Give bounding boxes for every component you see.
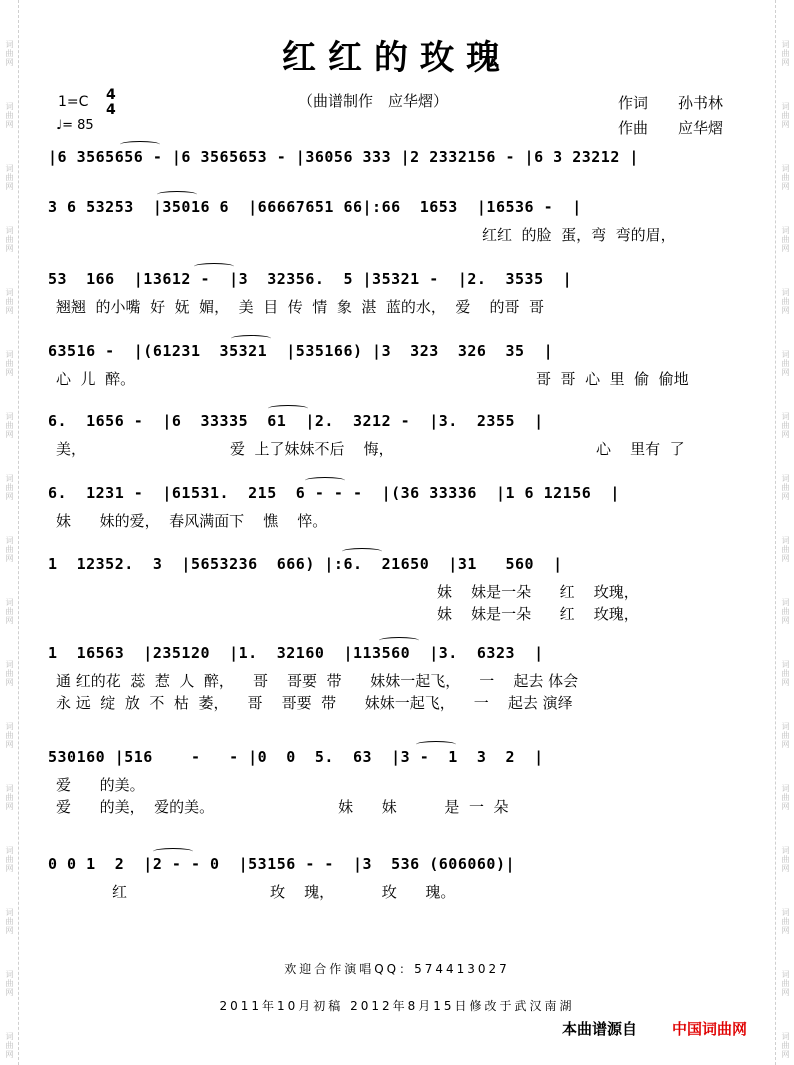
watermark-text: 词曲网: [781, 598, 790, 625]
watermark-text: 词曲网: [781, 846, 790, 873]
slur-mark: [157, 191, 197, 198]
contact-line: 欢迎合作演唱QQ：574413027: [284, 962, 510, 976]
lyric-line: 通 红的花 蕊 惹 人 醉， 哥 哥要 带 妹妹一起飞， 一 起去 体会: [56, 672, 579, 690]
notation-line: 3 6 53253 |35016 6 |66667651 66|:66 1653 |16536 - |: [48, 198, 582, 216]
watermark-text: 词曲网: [781, 164, 790, 191]
lyric-line: 心 儿 醉。: [56, 370, 136, 388]
lyric-line: 哥 哥 心 里 偷 偷地: [536, 370, 689, 388]
lyric-line: 永 远 绽 放 不 枯 萎， 哥 哥要 带 妹妹一起飞， 一 起去 演绎: [56, 694, 573, 712]
slur-mark: [379, 637, 419, 644]
time-sig-bottom: 4: [106, 102, 116, 118]
watermark-text: 词曲网: [781, 226, 790, 253]
lyricist-name: 孙书林: [678, 94, 724, 112]
watermark-text: 词曲网: [781, 784, 790, 811]
time-signature: [106, 88, 116, 118]
notation-line: 530160 |516 - - |0 0 5. 63 |3 - 1 3 2 |: [48, 748, 544, 766]
revision-dates: 2011年10月初稿 2012年8月15日修改于武汉南湖: [219, 999, 575, 1013]
notation-line: 6. 1656 - |6 33335 61 |2. 3212 - |3. 2355 |: [48, 412, 544, 430]
watermark-text: 词曲网: [781, 660, 790, 687]
watermark-text: 词曲网: [5, 40, 14, 67]
tempo-marking: ♩= 85: [56, 118, 94, 133]
watermark-text: 词曲网: [781, 102, 790, 129]
song-title: 红红的玫瑰: [282, 38, 512, 78]
watermark-text: 词曲网: [781, 908, 790, 935]
notation-line: 53 166 |13612 - |3 32356. 5 |35321 - |2. 3535 |: [48, 270, 573, 288]
watermark-text: 词曲网: [781, 350, 790, 377]
watermark-text: 词曲网: [5, 970, 14, 997]
lyric-line: 美，: [56, 440, 87, 458]
lyric-line: 爱 的美， 爱的美。 妹 妹 是 一 朵: [56, 798, 509, 816]
lyric-line: 爱 上了妹妹不后 悔，: [230, 440, 394, 458]
time-sig-top: 4: [106, 87, 116, 103]
lyric-line: 爱 的美。: [56, 776, 145, 794]
watermark-text: 词曲网: [5, 288, 14, 315]
notation-line: 1 16563 |235120 |1. 32160 |113560 |3. 6323 |: [48, 644, 544, 662]
lyric-line: 红红 的脸 蛋，弯 弯的眉，: [482, 226, 676, 244]
lyricist-credit: [618, 92, 724, 113]
watermark-text: 词曲网: [5, 350, 14, 377]
lyric-line: 妹 妹的爱， 春风满面下 憔 悴。: [56, 512, 328, 530]
slur-mark: [268, 405, 308, 412]
slur-mark: [231, 335, 271, 342]
watermark-text: 词曲网: [5, 536, 14, 563]
watermark-text: 词曲网: [781, 288, 790, 315]
left-watermark-strip: [0, 0, 19, 1065]
watermark-text: 词曲网: [5, 226, 14, 253]
slur-mark: [194, 263, 234, 270]
source-site-link[interactable]: 中国词曲网: [672, 1020, 748, 1038]
composer-label: 作曲: [618, 119, 649, 137]
watermark-text: 词曲网: [5, 164, 14, 191]
watermark-text: 词曲网: [5, 722, 14, 749]
watermark-text: 词曲网: [781, 474, 790, 501]
slur-mark: [305, 477, 345, 484]
watermark-text: 词曲网: [5, 660, 14, 687]
right-watermark-strip: [775, 0, 794, 1065]
watermark-text: 词曲网: [781, 40, 790, 67]
slur-mark: [416, 741, 456, 748]
notation-line: 1 12352. 3 |5653236 666) |:6. 21650 |31 560 |: [48, 555, 563, 573]
watermark-text: 词曲网: [5, 474, 14, 501]
watermark-text: 词曲网: [781, 536, 790, 563]
watermark-text: 词曲网: [5, 598, 14, 625]
notation-line: 63516 - |(61231 35321 |535166) |3 323 326 35 |: [48, 342, 554, 360]
key-signature: 1=C: [58, 94, 89, 110]
slur-mark: [153, 848, 193, 855]
lyric-line: 翘翘 的小嘴 好 妩 媚， 美 目 传 情 象 湛 蓝的水， 爱 的哥 哥: [56, 298, 545, 316]
lyricist-label: 作词: [618, 94, 649, 112]
composer-name: 应华熠: [678, 119, 724, 137]
watermark-text: 词曲网: [781, 1032, 790, 1059]
lyric-line: 妹 妹是一朵 红 玫瑰，: [437, 583, 639, 601]
watermark-text: 词曲网: [5, 412, 14, 439]
notation-line: 0 0 1 2 |2 - - 0 |53156 - - |3 536 (606060)|: [48, 855, 516, 873]
composer-credit: [618, 117, 724, 138]
watermark-text: 词曲网: [5, 846, 14, 873]
watermark-text: 词曲网: [5, 784, 14, 811]
source-label: 本曲谱源自: [562, 1020, 638, 1038]
watermark-text: 词曲网: [781, 412, 790, 439]
lyric-line: 红 玫 瑰， 玫 瑰。: [112, 883, 456, 901]
lyric-line: 心 里有 了: [596, 440, 685, 458]
watermark-text: 词曲网: [5, 908, 14, 935]
score-maker: （曲谱制作 应华熠）: [298, 92, 449, 110]
slur-mark: [342, 548, 382, 555]
lyric-line: 妹 妹是一朵 红 玫瑰，: [437, 605, 639, 623]
slur-mark: [120, 141, 160, 148]
notation-line: |6 3565656 - |6 3565653 - |36056 333 |2 2332156 - |6 3 23212 |: [48, 148, 639, 166]
watermark-text: 词曲网: [781, 722, 790, 749]
notation-line: 6. 1231 - |61531. 215 6 - - - |(36 33336 |1 6 12156 |: [48, 484, 620, 502]
watermark-text: 词曲网: [5, 1032, 14, 1059]
watermark-text: 词曲网: [781, 970, 790, 997]
watermark-text: 词曲网: [5, 102, 14, 129]
